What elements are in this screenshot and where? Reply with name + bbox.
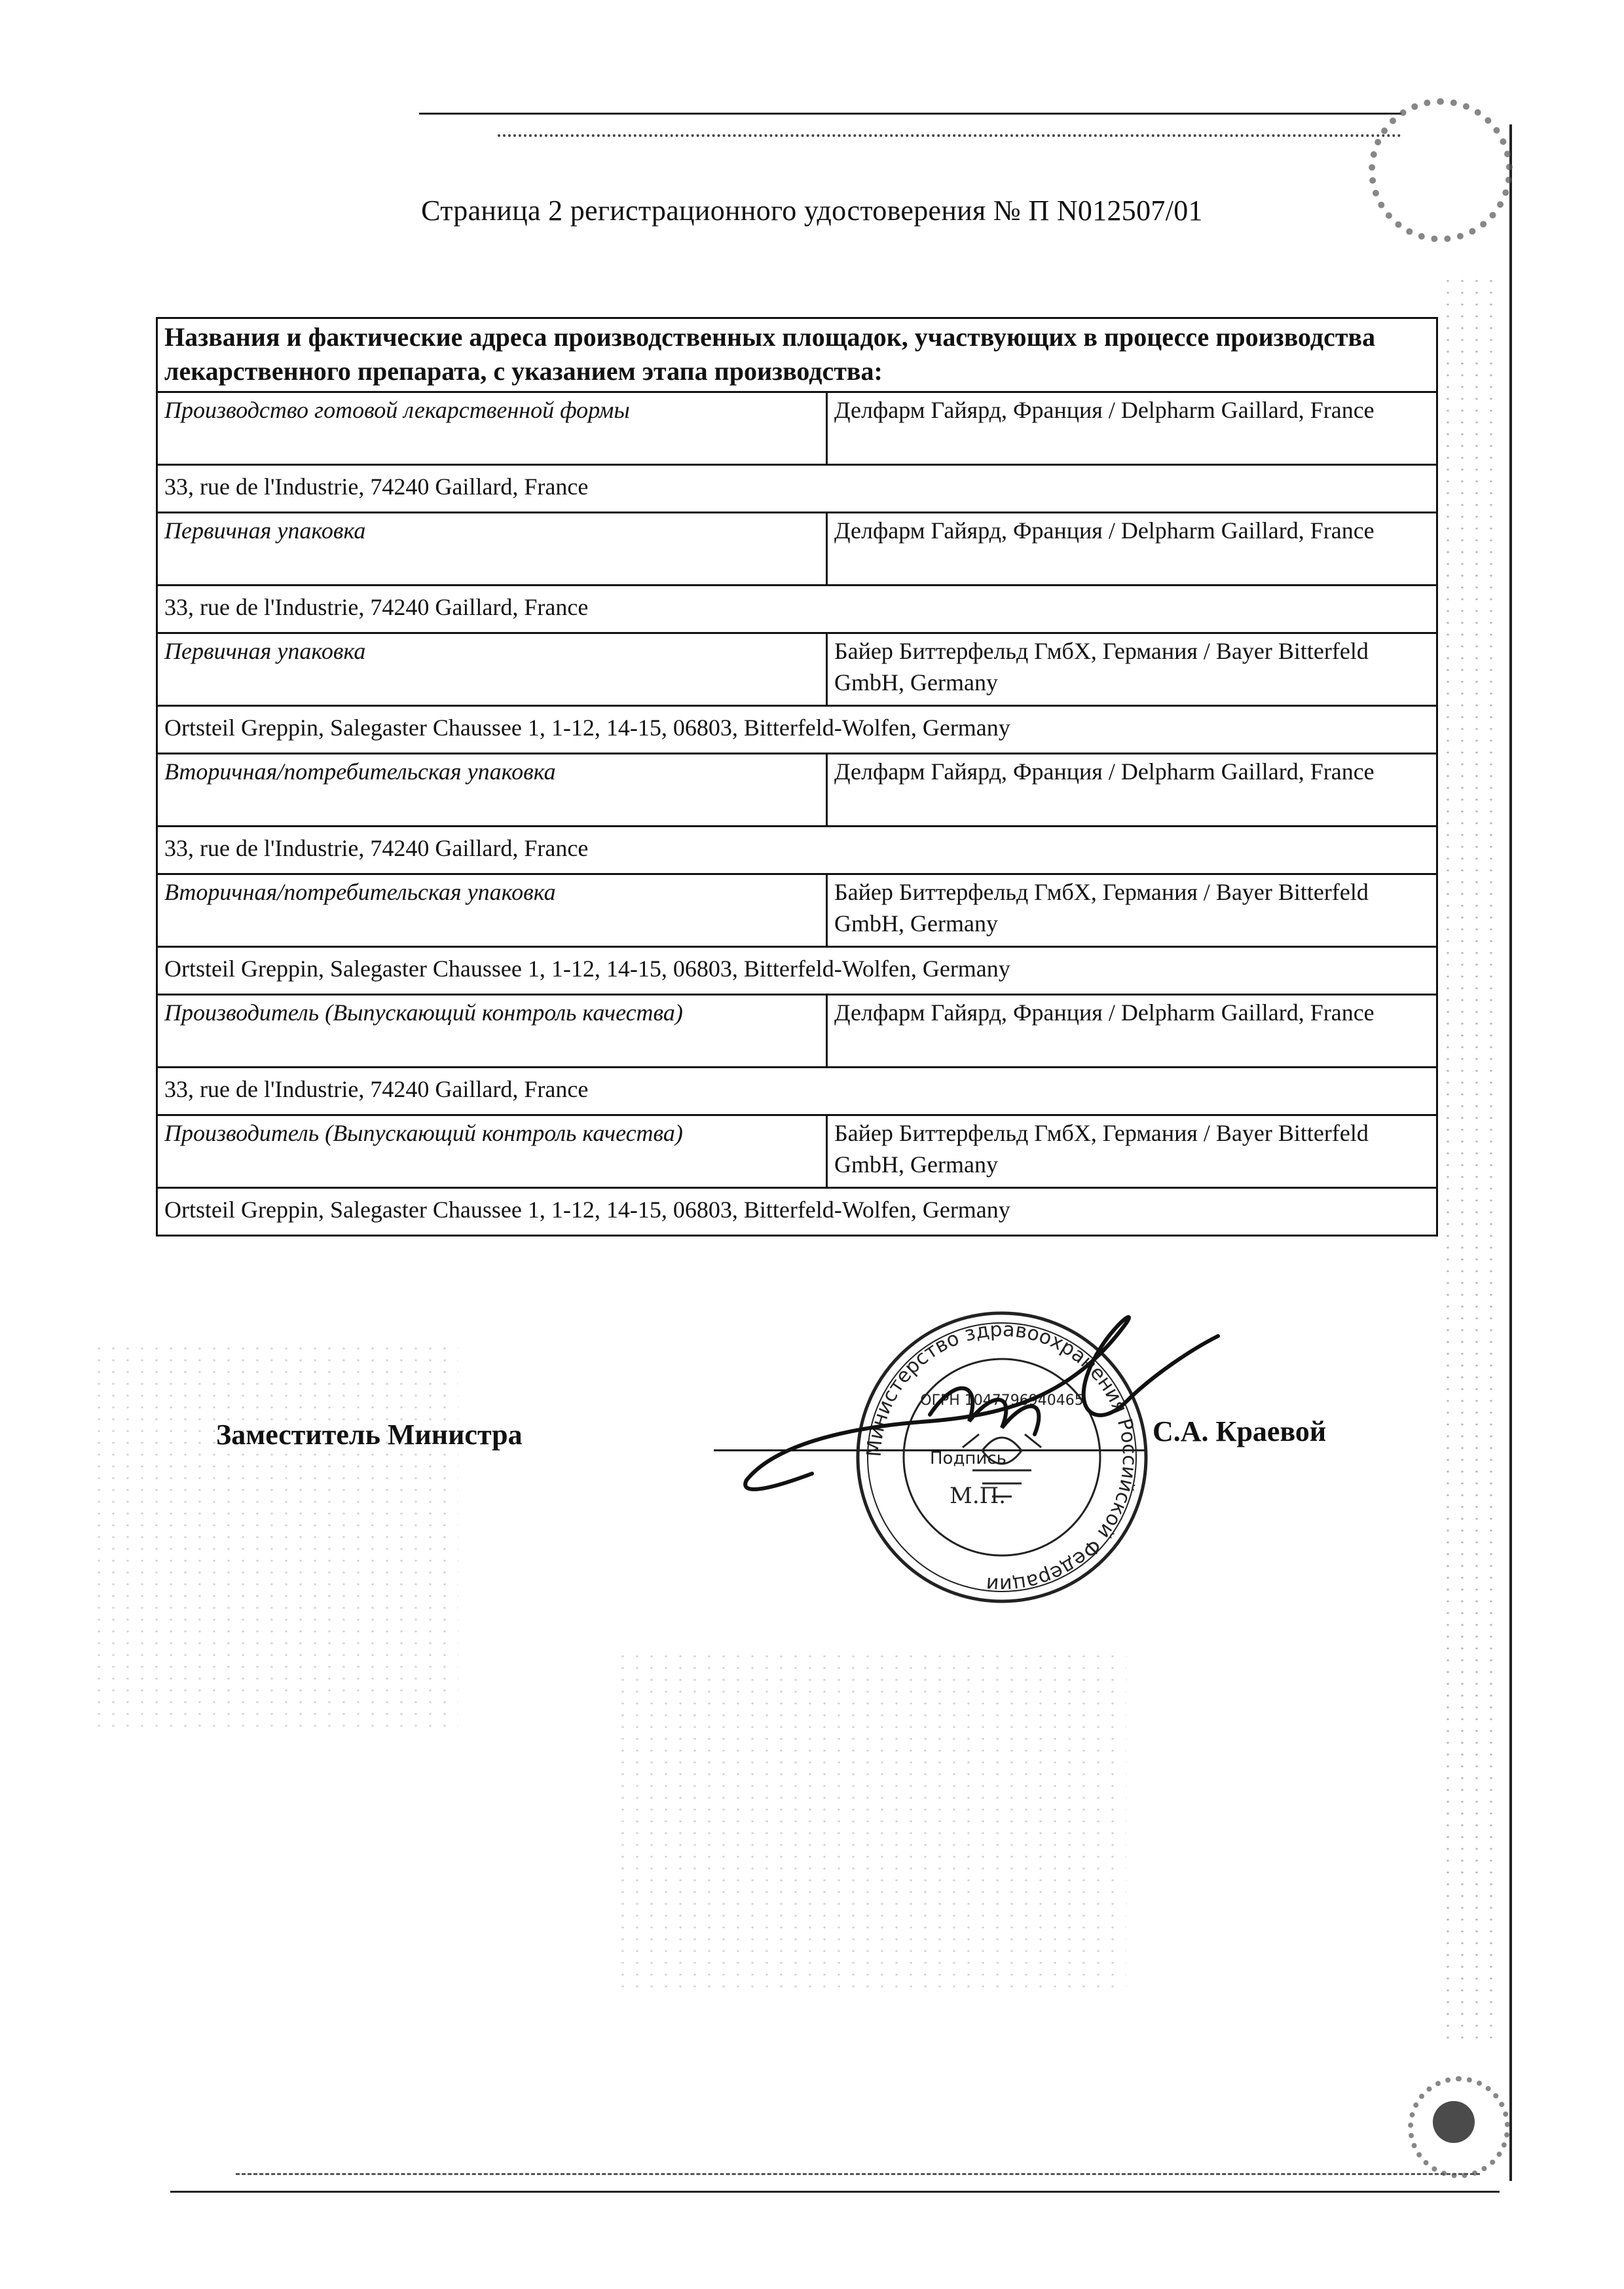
security-pattern-center xyxy=(616,1650,1126,1991)
page-border-bottom xyxy=(170,2191,1500,2193)
page-header: Страница 2 регистрационного удостоверения № П N012507/01 xyxy=(421,195,1203,227)
production-stage: Первичная упаковка xyxy=(157,633,827,706)
page-border-top xyxy=(419,113,1401,115)
page-border-ornament-bottom xyxy=(236,2173,1480,2175)
table-row xyxy=(157,827,1437,874)
manufacturer-name: Делфарм Гайярд, Франция / Delpharm Gaillard, France xyxy=(827,754,1437,827)
stamp-outer-text: Министерство здравоохранения Российской Федерации xyxy=(862,1318,1141,1597)
page-border-right xyxy=(1509,124,1512,2181)
production-sites-table xyxy=(156,317,1438,1237)
production-stage: Производитель (Выпускающий контроль качества) xyxy=(157,995,827,1068)
table-caption: Названия и фактические адреса производственных площадок, участвующих в процессе производства лекарственного препарата, с указанием этапа производства: xyxy=(157,318,1437,392)
manufacturer-address: 33, rue de l'Industrie, 74240 Gaillard, France xyxy=(157,827,1437,874)
table-row xyxy=(157,1188,1437,1236)
production-stage: Производство готовой лекарственной формы xyxy=(157,392,827,465)
stamp-mp-label: М.П. xyxy=(950,1483,1006,1509)
table-row xyxy=(157,947,1437,995)
production-stage: Вторичная/потребительская упаковка xyxy=(157,874,827,947)
page-border-ornament-top xyxy=(498,134,1401,137)
security-pattern-right xyxy=(1441,275,1503,2043)
manufacturer-address: Ortsteil Greppin, Salegaster Chaussee 1, 1-12, 14-15, 06803, Bitterfeld-Wolfen, Germany xyxy=(157,947,1437,995)
table-row xyxy=(157,513,1437,586)
ornament-rosette-bottom-icon xyxy=(1408,2076,1510,2178)
table-row xyxy=(157,754,1437,827)
stamp-inner-text: ОГРН 1047796940465 xyxy=(920,1392,1084,1409)
manufacturer-name: Делфарм Гайярд, Франция / Delpharm Gaillard, France xyxy=(827,392,1437,465)
manufacturer-name: Делфарм Гайярд, Франция / Delpharm Gaillard, France xyxy=(827,513,1437,586)
manufacturer-address: 33, rue de l'Industrie, 74240 Gaillard, France xyxy=(157,465,1437,513)
table-row xyxy=(157,392,1437,465)
manufacturer-name: Байер Биттерфельд ГмбХ, Германия / Bayer Bitterfeld GmbH, Germany xyxy=(827,874,1437,947)
table-row xyxy=(157,1068,1437,1115)
table-row xyxy=(157,633,1437,706)
security-pattern-left xyxy=(92,1343,458,1736)
table-row xyxy=(157,586,1437,633)
production-stage: Первичная упаковка xyxy=(157,513,827,586)
signatory-name: С.А. Краевой xyxy=(1153,1415,1327,1447)
table-row xyxy=(157,995,1437,1068)
table-row xyxy=(157,465,1437,513)
manufacturer-name: Байер Биттерфельд ГмбХ, Германия / Bayer Bitterfeld GmbH, Germany xyxy=(827,1115,1437,1188)
table-row xyxy=(157,874,1437,947)
signatory-position: Заместитель Министра xyxy=(216,1419,523,1451)
handwritten-signature xyxy=(733,1297,1231,1519)
production-stage: Производитель (Выпускающий контроль качества) xyxy=(157,1115,827,1188)
manufacturer-name: Байер Биттерфельд ГмбХ, Германия / Bayer Bitterfeld GmbH, Germany xyxy=(827,633,1437,706)
manufacturer-address: 33, rue de l'Industrie, 74240 Gaillard, France xyxy=(157,1068,1437,1115)
table-row xyxy=(157,706,1437,754)
manufacturer-address: 33, rue de l'Industrie, 74240 Gaillard, France xyxy=(157,586,1437,633)
production-stage: Вторичная/потребительская упаковка xyxy=(157,754,827,827)
stamp-seal-label: Подпись xyxy=(930,1449,1006,1468)
manufacturer-address: Ortsteil Greppin, Salegaster Chaussee 1, 1-12, 14-15, 06803, Bitterfeld-Wolfen, Germany xyxy=(157,706,1437,754)
manufacturer-address: Ortsteil Greppin, Salegaster Chaussee 1, 1-12, 14-15, 06803, Bitterfeld-Wolfen, Germany xyxy=(157,1188,1437,1236)
manufacturer-name: Делфарм Гайярд, Франция / Delpharm Gaillard, France xyxy=(827,995,1437,1068)
table-row xyxy=(157,1115,1437,1188)
